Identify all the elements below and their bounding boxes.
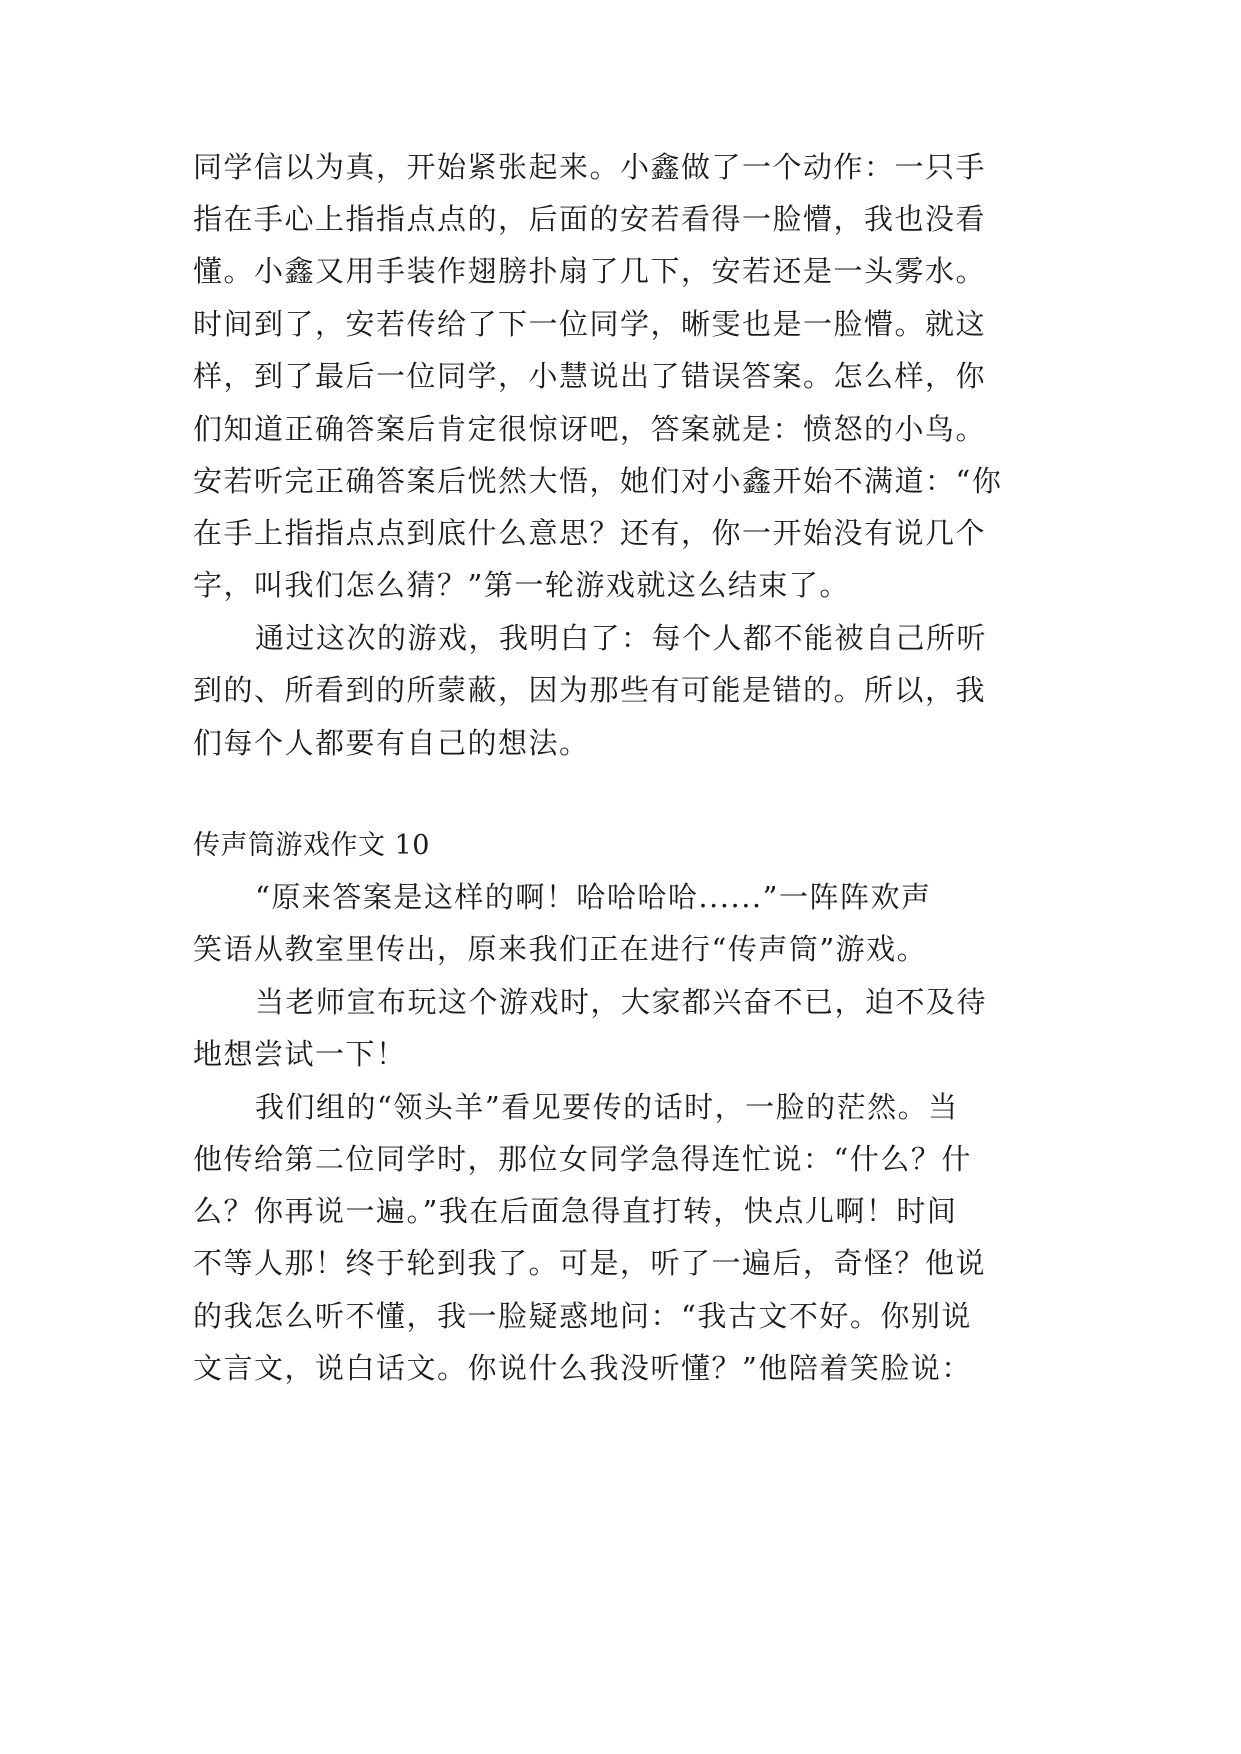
paragraph-first-line: 我们组的“领头羊”看见要传的话时，一脸的茫然。当 [255, 1090, 959, 1124]
body-line: 到的、所看到的所蒙蔽，因为那些有可能是错的。所以，我 [193, 673, 987, 707]
paragraph-first-line: 通过这次的游戏，我明白了：每个人都不能被自己所听 [255, 621, 988, 655]
body-line: 他传给第二位同学时，那位女同学急得连忙说：“什么？什 [193, 1142, 972, 1176]
paragraph-first-line: 当老师宣布玩这个游戏时，大家都兴奋不已，迫不及待 [255, 985, 988, 1019]
body-line: 样，到了最后一位同学，小慧说出了错误答案。怎么样，你 [193, 359, 987, 393]
body-line: 同学信以为真，开始紧张起来。小鑫做了一个动作：一只手 [193, 150, 987, 184]
body-line: 指在手心上指指点点的，后面的安若看得一脸懵，我也没看 [193, 202, 987, 236]
body-line: 不等人那！终于轮到我了。可是，听了一遍后，奇怪？他说 [193, 1246, 987, 1280]
body-line: 在手上指指点点到底什么意思？还有，你一开始没有说几个 [193, 516, 987, 550]
paragraph-first-line: “原来答案是这样的啊！哈哈哈哈......”一阵阵欢声 [255, 880, 932, 914]
body-line: 地想尝试一下！ [193, 1037, 407, 1071]
body-line: 时间到了，安若传给了下一位同学，晰雯也是一脸懵。就这 [193, 307, 987, 341]
body-line: 安若听完正确答案后恍然大悟，她们对小鑫开始不满道：“你 [193, 464, 1003, 498]
section-title: 传声筒游戏作文 10 [193, 830, 430, 861]
body-line: 笑语从教室里传出，原来我们正在进行“传声筒”游戏。 [193, 932, 928, 966]
body-line: 文言文，说白话文。你说什么我没听懂？”他陪着笑脸说： [193, 1351, 972, 1385]
body-line: 么？你再说一遍。”我在后面急得直打转，快点儿啊！时间 [193, 1194, 958, 1228]
body-line: 懂。小鑫又用手装作翅膀扑扇了几下，安若还是一头雾水。 [193, 254, 987, 288]
body-line: 们每个人都要有自己的想法。 [193, 726, 590, 760]
body-line: 的我怎么听不懂，我一脸疑惑地问：“我古文不好。你别说 [193, 1299, 972, 1333]
body-line: 字，叫我们怎么猜？”第一轮游戏就这么结束了。 [193, 568, 850, 602]
body-line: 们知道正确答案后肯定很惊讶吧，答案就是：愤怒的小鸟。 [193, 412, 987, 446]
